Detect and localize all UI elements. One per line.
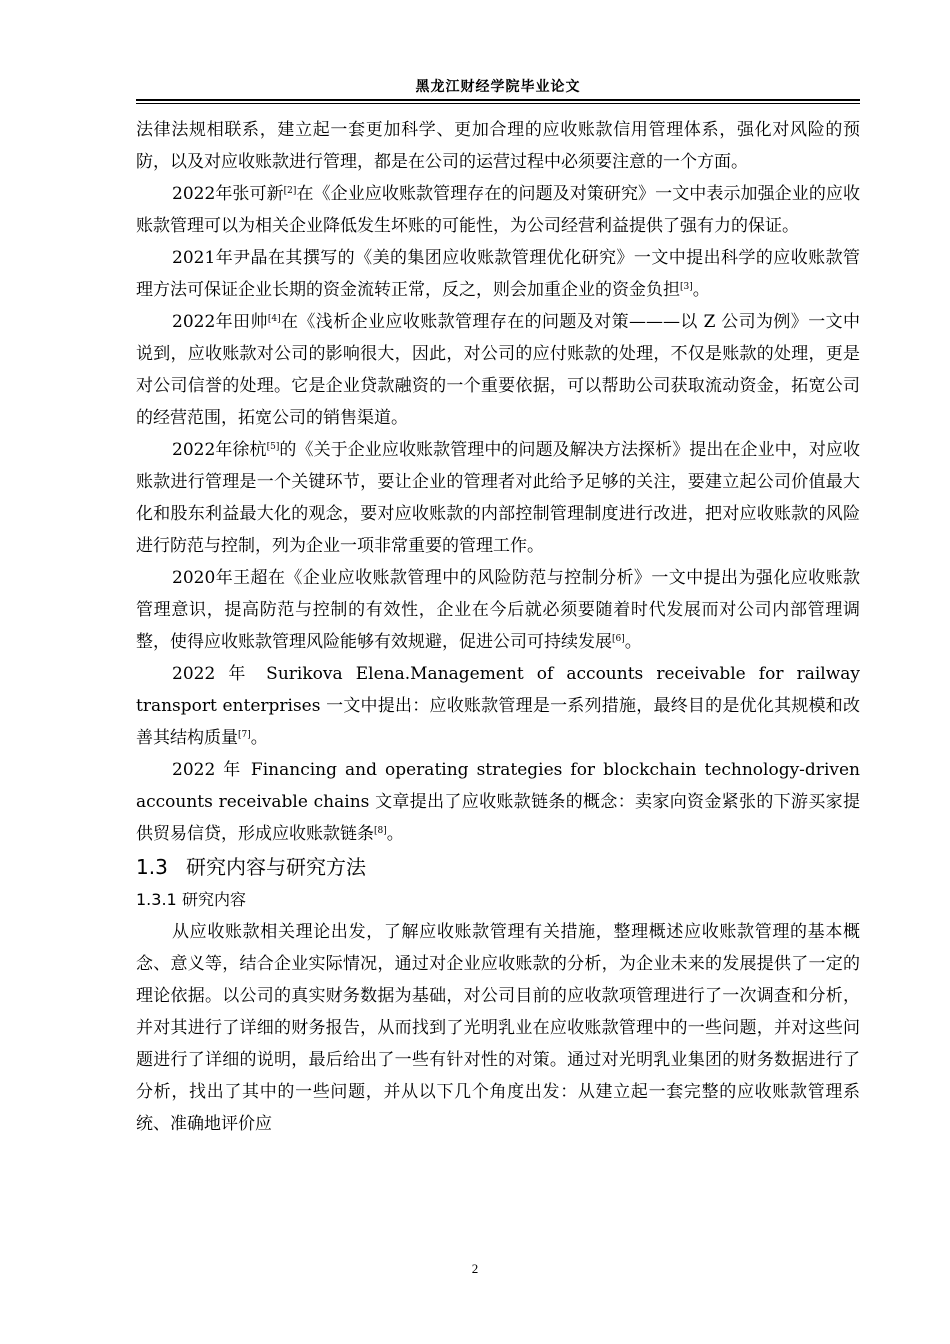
header-rule-thin <box>136 103 860 104</box>
paragraph-text: 2022 年 Financing and operating strategies for blockchain technology-driven accounts receivable chains 文章提出了应收账款链条的概念：卖家向资金紧张的下游买家提供贸易信贷，形成应收账款链条 <box>136 760 860 844</box>
citation-ref: [5] <box>266 442 280 452</box>
paragraph-text: 的《关于企业应收账款管理中的问题及解决方法探析》提出在企业中，对应收账款进行管理是一个关键环节，要让企业的管理者对此给予足够的关注，要建立起公司价值最大化和股东利益最大化的观念，要对应收账款的内部控制管理制度进行改进，把对应收账款的风险进行防范与控制，列为企业一项非常重要的管理工作。 <box>136 440 860 556</box>
section-title: 研究内容与研究方法 <box>186 855 366 879</box>
citation-ref: [7] <box>238 730 251 740</box>
paragraph-text: 在《浅析企业应收账款管理存在的问题及对策———以 Z 公司为例》一文中说到，应收账款对公司的影响很大，因此，对公司的应付账款的处理，不仅是账款的处理，更是对公司信誉的处理。它是企业贷款融资的一个重要依据，可以帮助公司获取流动资金，拓宽公司的经营范围，拓宽公司的销售渠道。 <box>136 312 860 428</box>
paragraph-text: 2022年张可新 <box>172 184 284 204</box>
paragraph-text: 。 <box>250 728 268 748</box>
page-body <box>136 114 860 1140</box>
paragraph-text: 2022年田帅 <box>172 312 268 332</box>
paragraph-text: 2021年尹晶在其撰写的《美的集团应收账款管理优化研究》一文中提出科学的应收账款管理方法可保证企业长期的资金流转正常，反之，则会加重企业的资金负担 <box>136 248 860 300</box>
paragraph <box>136 178 860 242</box>
running-header: 黑龙江财经学院毕业论文 <box>415 79 581 95</box>
citation-ref: [4] <box>267 314 281 324</box>
subsection-heading <box>136 884 860 916</box>
section-number: 1.3 <box>136 855 168 879</box>
citation-ref: [8] <box>374 826 387 836</box>
paragraph <box>136 242 860 306</box>
paragraph <box>136 306 860 434</box>
citation-ref: [6] <box>612 634 625 644</box>
paragraph <box>136 434 860 562</box>
section-heading <box>136 850 860 884</box>
paragraph: 从应收账款相关理论出发，了解应收账款管理有关措施，整理概述应收账款管理的基本概念、意义等，结合企业实际情况，通过对企业应收账款的分析，为企业未来的发展提供了一定的理论依据。以公司的真实财务数据为基础，对公司目前的应收款项管理进行了一次调查和分析，并对其进行了详细的财务报告，从而找到了光明乳业在应收账款管理中的一些问题，并对这些问题进行了详细的说明，最后给出了一些有针对性的对策。通过对光明乳业集团的财务数据进行了分析，找出了其中的一些问题，并从以下几个角度出发：从建立起一套完整的应收账款管理系统、准确地评价应 <box>136 922 860 1134</box>
subsection-title: 研究内容 <box>182 890 247 909</box>
paragraph-text: 2020年王超在《企业应收账款管理中的风险防范与控制分析》一文中提出为强化应收账款管理意识，提高防范与控制的有效性，企业在今后就必须要随着时代发展而对公司内部管理调整，使得应收账款管理风险能够有效规避，促进公司可持续发展 <box>136 568 860 652</box>
page-number: 2 <box>471 1261 479 1276</box>
citation-ref: [2] <box>283 186 297 196</box>
paragraph: 法律法规相联系，建立起一套更加科学、更加合理的应收账款信用管理体系，强化对风险的预防，以及对应收账款进行管理，都是在公司的运营过程中必须要注意的一个方面。 <box>136 120 860 172</box>
paragraph-text: 。 <box>692 280 710 300</box>
paragraph <box>136 658 860 754</box>
paragraph-text: 在《企业应收账款管理存在的问题及对策研究》一文中表示加强企业的应收账款管理可以为相关企业降低发生坏账的可能性，为公司经营利益提供了强有力的保证。 <box>136 184 860 236</box>
paragraph-text: 2022年徐杭 <box>172 440 267 460</box>
header-rule-thick <box>136 99 860 101</box>
citation-ref: [3] <box>680 282 693 292</box>
paragraph <box>136 562 860 658</box>
paragraph-text: 。 <box>624 632 642 652</box>
paragraph <box>136 754 860 850</box>
paragraph-text: 2022 年 Surikova Elena.Management of accounts receivable for railway transport enterprises 一文中提出：应收账款管理是一系列措施，最终目的是优化其规模和改善其结构质量 <box>136 664 860 748</box>
subsection-number: 1.3.1 <box>136 890 177 909</box>
paragraph-text: 。 <box>386 824 404 844</box>
